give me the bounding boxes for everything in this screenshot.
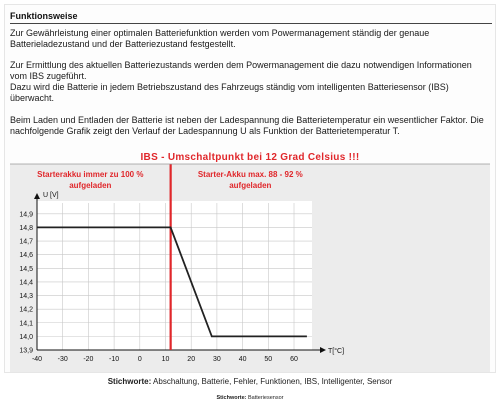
- y-tick-label: 14,2: [19, 306, 33, 314]
- x-tick-label: 20: [187, 356, 196, 363]
- x-tick-label: 30: [213, 356, 221, 363]
- x-tick-label: -10: [109, 356, 120, 363]
- x-tick-label: -20: [83, 356, 94, 363]
- x-tick-label: -40: [31, 356, 43, 363]
- x-tick-label: 10: [161, 356, 170, 363]
- y-tick-label: 14,4: [19, 279, 33, 287]
- region-label-1: Starterakku immer zu 100 %: [37, 170, 144, 179]
- footer-keywords-label: Stichworte:: [216, 395, 247, 401]
- chart-grid: [37, 201, 312, 350]
- keywords-label: Stichworte:: [107, 377, 152, 386]
- keywords-line: [0, 377, 500, 386]
- section-heading: Funktionsweise: [10, 11, 78, 21]
- region-label-1: aufgeladen: [69, 181, 112, 190]
- y-tick-label: 14,1: [19, 320, 33, 328]
- y-axis-label: U [V]: [43, 192, 59, 199]
- region-label-2: aufgeladen: [229, 181, 272, 190]
- x-tick-label: 0: [137, 356, 142, 363]
- x-tick-label: 40: [238, 356, 247, 363]
- paragraph-1: Zur Gewährleistung einer optimalen Batteriefunktion werden vom Powermanagement ständig der genaue Batterieladezustand und der Batteriezustand festgestellt.: [10, 28, 430, 49]
- x-tick-label: -30: [57, 356, 68, 363]
- x-tick-label: 50: [264, 356, 273, 363]
- y-tick-label: 14,0: [19, 333, 33, 341]
- x-axis-label: T[°C]: [328, 348, 345, 355]
- footer-keywords: [0, 395, 500, 401]
- keywords-value: Abschaltung, Batterie, Fehler, Funktionen, IBS, Intelligenter, Sensor: [153, 377, 393, 386]
- y-tick-label: 14,7: [19, 238, 33, 246]
- x-tick-label: 60: [290, 356, 298, 363]
- y-tick-label: 14,5: [19, 265, 33, 273]
- y-tick-label: 14,6: [19, 252, 33, 260]
- y-tick-label: 13,9: [19, 347, 33, 355]
- chart-title: IBS - Umschaltpunkt bei 12 Grad Celsius !!!: [140, 152, 360, 163]
- region-label-2: Starter-Akku max. 88 - 92 %: [197, 170, 303, 179]
- y-tick-label: 14,8: [19, 224, 33, 232]
- y-tick-label: 14,9: [19, 211, 33, 219]
- plot-area: [37, 201, 312, 350]
- paragraph-2: Zur Ermittlung des aktuellen Batteriezustands werden dem Powermanagement die dazu notwendigen Informationen vom IBS zugeführt. Dazu wird die Batterie in jedem Betriebszustand des Fahrzeugs ständig vom intelligenten Batteriesensor (IBS) überwacht.: [10, 60, 472, 103]
- y-tick-label: 14,3: [19, 293, 33, 301]
- footer-keywords-value: Batteriesensor: [248, 395, 284, 401]
- paragraph-3: Beim Laden und Entladen der Batterie ist neben der Ladespannung die Batterietemperatur ein wesentlicher Faktor. Die nachfolgende Grafik zeigt den Verlauf der Ladespannung U als Funktion der Batterietemperatur T.: [10, 115, 484, 136]
